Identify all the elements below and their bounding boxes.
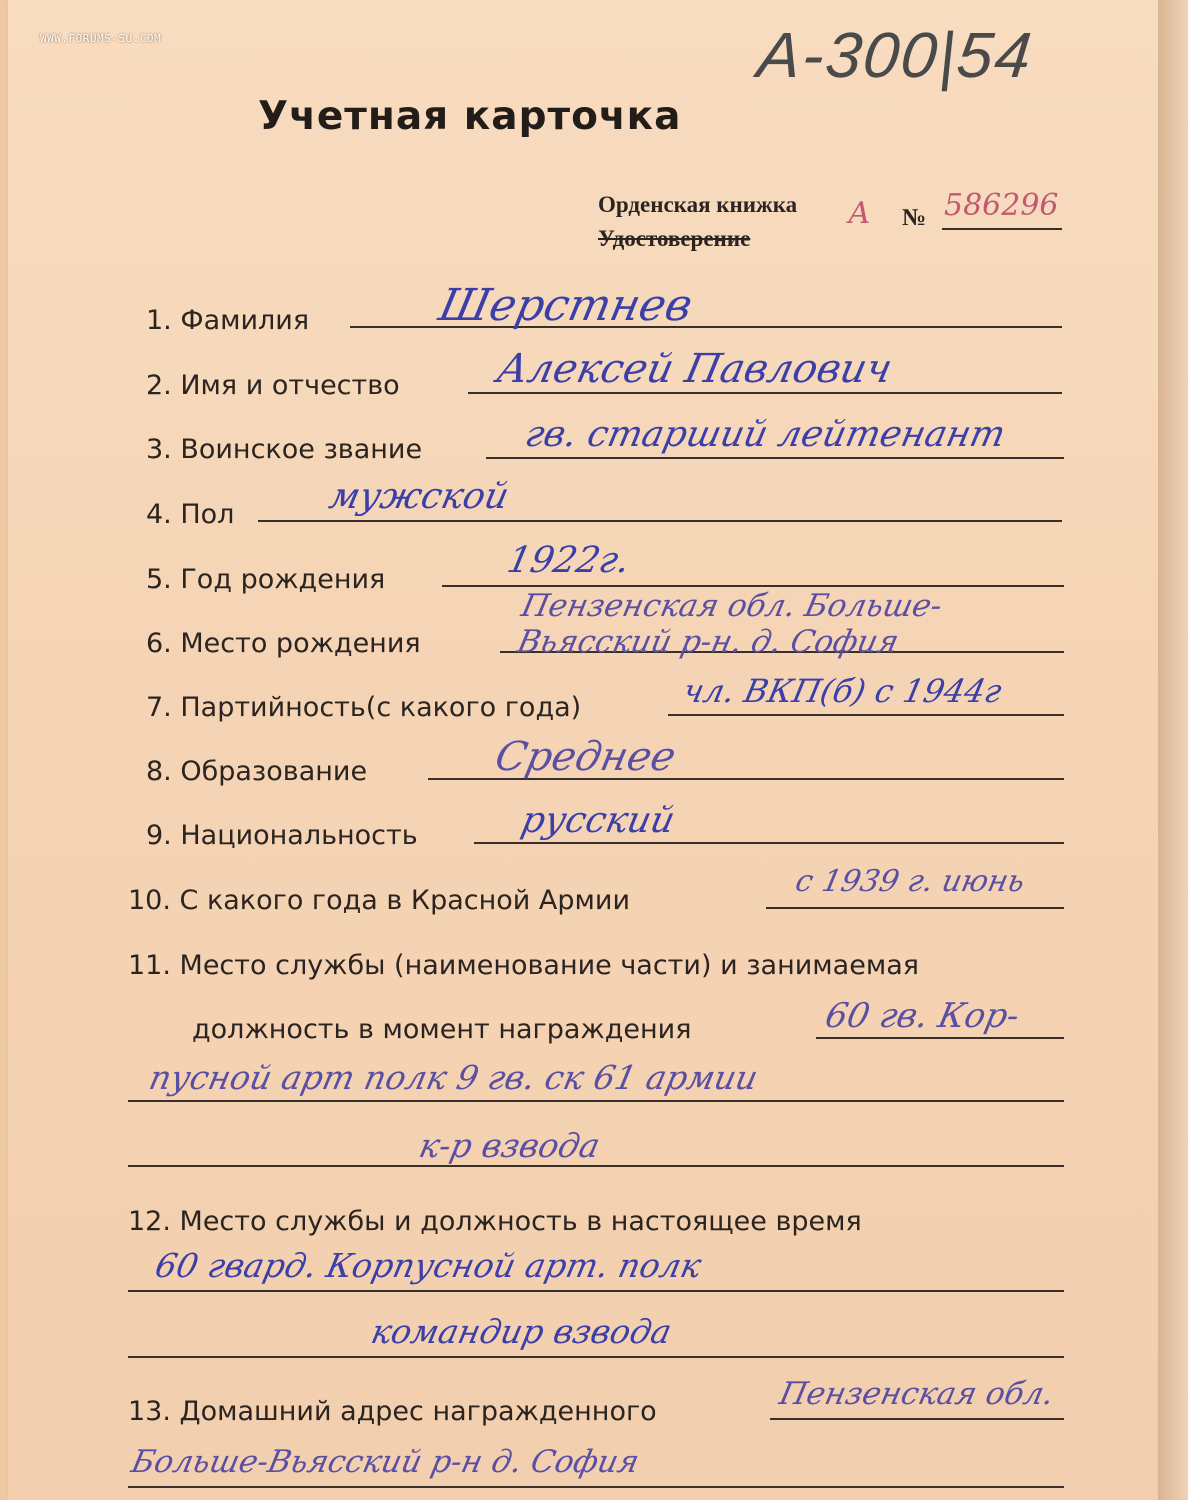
field-value-rank: гв. старший лейтенант [521, 414, 1009, 455]
field-value-surname: Шерстнев [434, 280, 697, 331]
order-number-value: 586296 [944, 188, 1059, 223]
order-book-label [598, 188, 797, 256]
field-label-nationality: 9. Национальность [146, 820, 418, 851]
field-rule [442, 585, 1064, 587]
field-value-award-position: к-р взвода [415, 1126, 604, 1165]
field-label-rank: 3. Воинское звание [146, 434, 423, 465]
field-label-sex: 4. Пол [146, 499, 235, 530]
order-book-line: Орденская книжка [598, 192, 798, 217]
field-label-current-service: 12. Место службы и должность в настоящее время [128, 1206, 862, 1237]
field-rule [128, 1486, 1064, 1488]
watermark: WWW.FORUMS-SU.COM [40, 32, 162, 45]
field-value-name: Алексей Павлович [493, 346, 897, 392]
field-label-education: 8. Образование [146, 756, 368, 787]
field-rule [128, 1100, 1064, 1102]
order-book-series: А [848, 196, 871, 231]
field-value-nationality: русский [517, 800, 679, 841]
field-label-birth-year: 5. Год рождения [146, 564, 386, 595]
field-label-army-since: 10. С какого года в Красной Армии [128, 885, 630, 916]
field-label-party: 7. Партийность(с какого года) [146, 692, 582, 723]
field-value-award-unit-line1: 60 гв. Кор- [821, 996, 1023, 1036]
field-rule [816, 1037, 1064, 1039]
field-value-party: чл. ВКП(б) с 1944г [679, 672, 1006, 710]
order-number-label: № [902, 205, 927, 231]
field-value-current-unit: 60 гвард. Корпусной арт. полк [151, 1246, 705, 1285]
field-value-birthplace-line1: Пензенская обл. Больше- [518, 588, 946, 624]
field-label-home-address: 13. Домашний адрес награжденного [128, 1396, 657, 1427]
field-value-address-line1: Пензенская обл. [776, 1376, 1058, 1412]
field-rule [486, 457, 1064, 459]
field-rule [668, 714, 1064, 716]
field-rule [474, 842, 1064, 844]
field-value-address-line2: Больше-Вьясский р-н д. София [128, 1444, 643, 1480]
field-rule [128, 1356, 1064, 1358]
field-label-birthplace: 6. Место рождения [146, 628, 421, 659]
card-title: Учетная карточка [258, 94, 682, 139]
field-rule [128, 1165, 1064, 1167]
field-label-surname: 1. Фамилия [146, 305, 310, 336]
field-value-birthplace-line2: Вьясский р-н. д. София [514, 624, 902, 660]
order-number-rule [942, 228, 1062, 230]
field-label-name: 2. Имя и отчество [146, 370, 400, 401]
certificate-line: Удостоверение [598, 226, 751, 251]
field-rule [468, 392, 1062, 394]
field-label-service-position: должность в момент награждения [192, 1014, 692, 1045]
field-value-current-position: командир взвода [367, 1312, 676, 1351]
archive-code: А-300|54 [754, 19, 1037, 91]
field-value-birth-year: 1922г. [503, 540, 634, 581]
paper-edge [1158, 0, 1188, 1500]
field-rule [258, 520, 1062, 522]
field-rule [770, 1418, 1064, 1420]
field-rule [128, 1290, 1064, 1292]
field-value-award-unit-line2: пусной арт полк 9 гв. ск 61 армии [145, 1058, 762, 1097]
field-value-sex: мужской [325, 476, 513, 517]
field-value-army-since: с 1939 г. июнь [792, 864, 1029, 899]
field-value-education: Среднее [491, 734, 680, 780]
field-label-service-place: 11. Место службы (наименование части) и занимаемая [128, 950, 919, 981]
field-rule [766, 907, 1064, 909]
